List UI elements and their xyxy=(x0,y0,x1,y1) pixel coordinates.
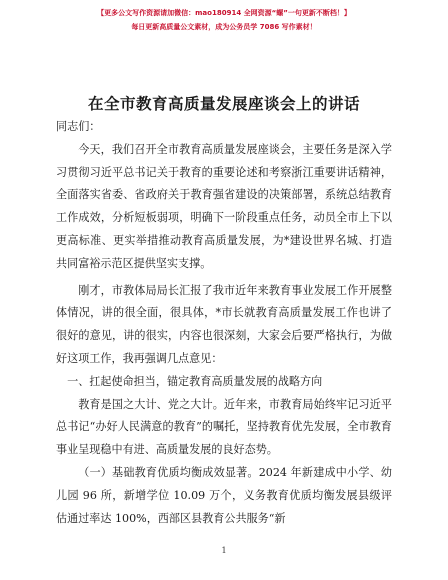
page-number: 1 xyxy=(221,546,227,555)
paragraph-subsection-1: （一）基础教育优质均衡成效显著。2024 年新建成中小学、幼儿园 96 所，新增学位 10.09 万个，义务教育优质均衡发展县级评估通过率达 100%，西部区县教育公共服务“新 xyxy=(56,465,392,525)
paragraph-section-intro: 教育是国之大计、党之大计。近年来，市教育局始终牢记习近平总书记“办好人民满意的教育”的嘱托，坚持教育优先发展，全市教育事业呈现稳中有进、高质量发展的良好态势。 xyxy=(56,397,392,457)
promo-banner-line-1: 【更多公文写作资源请加微信：mao180914 全网资源“螺”一句更新不断档！】 xyxy=(97,9,351,17)
section-heading: 一、扛起使命担当，锚定教育高质量发展的战略方向 xyxy=(67,374,323,388)
document-body xyxy=(56,116,392,530)
promo-banner xyxy=(0,8,448,32)
salutation: 同志们： xyxy=(56,120,101,133)
promo-banner-line-2: 每日更新高质量公文素材，成为公务员学 7086 写作素材！ xyxy=(131,23,317,31)
paragraph-intro: 今天，我们召开全市教育高质量发展座谈会，主要任务是深入学习贯彻习近平总书记关于教育的重要论述和考察浙江重要讲话精神，全面落实省委、省政府关于教育强省建设的决策部署，系统总结教育工作成效，分析短板弱项，明确下一阶段重点任务，动员全市上下以更高标准、更实举措推动教育高质量发展，为*建设世界名城、打造共同富裕示范区提供坚实支撑。 xyxy=(56,142,392,270)
paragraph-report: 刚才，市教体局局长汇报了我市近年来教育事业发展工作开展整体情况，讲的很全面，很具体，*市长就教育高质量发展工作也讲了很好的意见，讲的很实，内容也很深刻，大家会后要严格执行，为做好这项工作，我再强调几点意见： xyxy=(56,283,392,365)
document-title: 在全市教育高质量发展座谈会上的讲话 xyxy=(87,95,360,113)
